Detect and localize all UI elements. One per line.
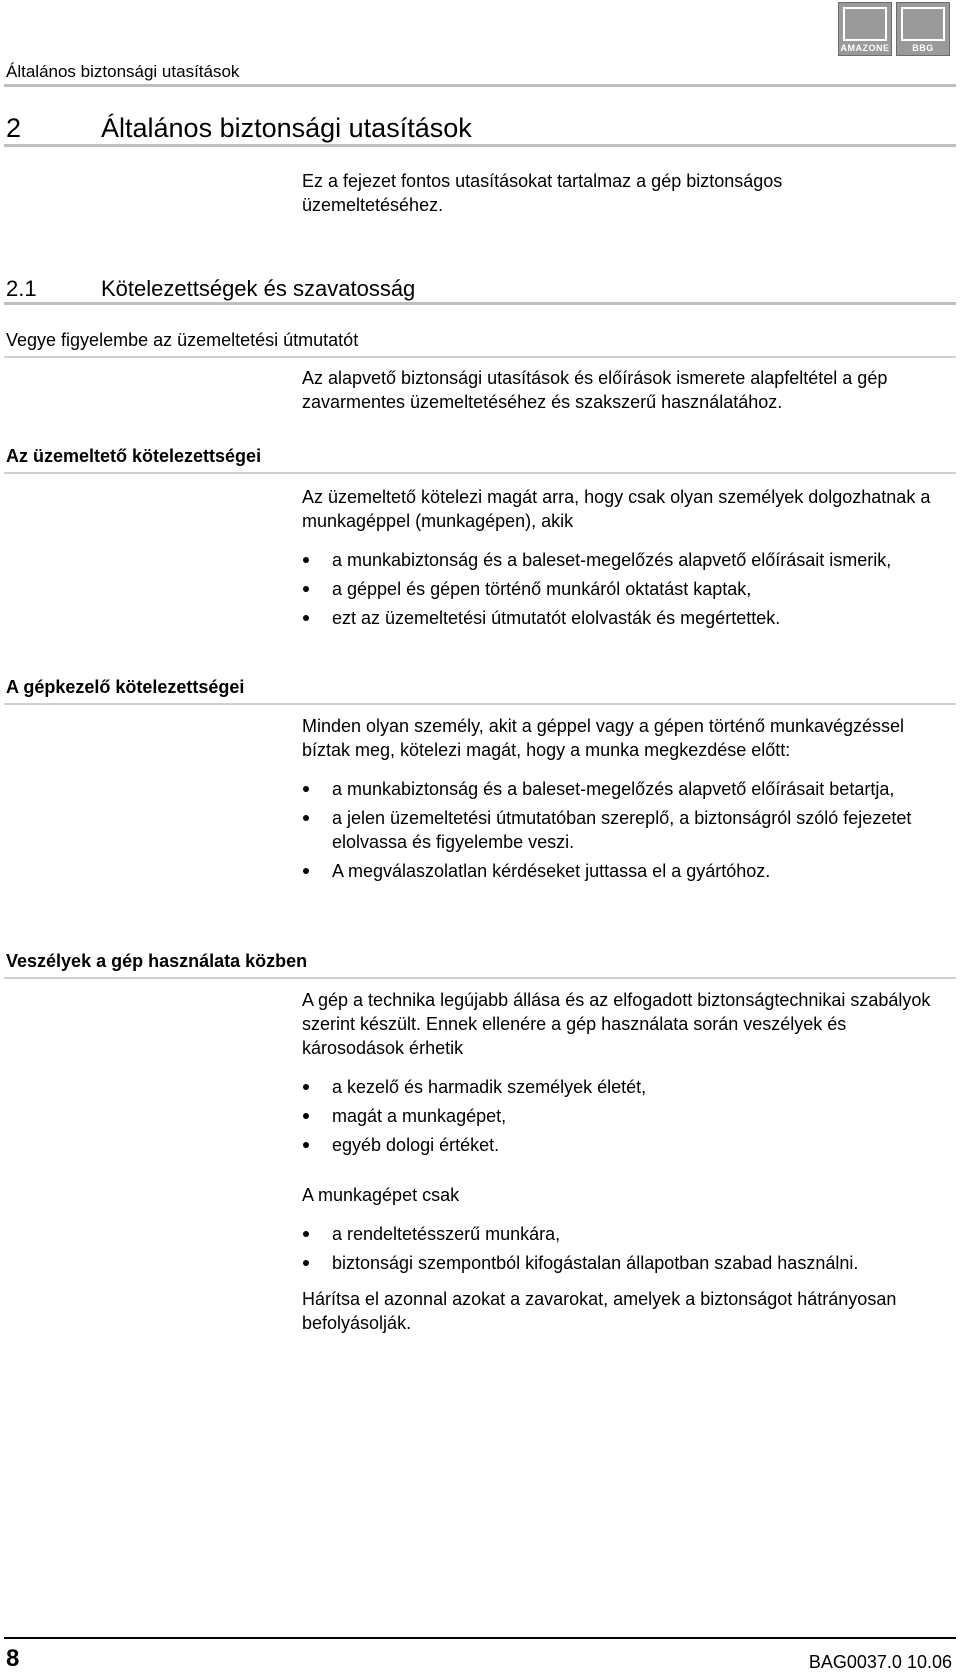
list-item: biztonsági szempontból kifogástalan állapotban szabad használni. [302,1251,942,1275]
bbg-logo-text: BBG [912,43,934,53]
list-item: a munkabiztonság és a baleset-megelőzés alapvető előírásait ismerik, [302,548,942,572]
machine-operator-heading: A gépkezelő kötelezettségei [6,677,245,697]
list-item: a munkabiztonság és a baleset-megelőzés alapvető előírásait betartja, [302,777,942,801]
list-item: egyéb dologi értéket. [302,1133,942,1157]
footer-divider [4,1637,956,1639]
hazards-block [302,988,942,1335]
section-heading [6,276,415,302]
manual-divider [4,356,956,358]
section-title: Kötelezettségek és szavatosság [101,276,416,301]
page-number: 8 [6,1645,20,1672]
manual-text: Az alapvető biztonsági utasítások és előírások ismerete alapfeltétel a gép zavarmentes üzemeltetéséhez és szakszerű használatához. [302,368,888,412]
list-item: A megválaszolatlan kérdéseket juttassa el a gyártóhoz. [302,859,942,883]
hazards-text: A gép a technika legújabb állása és az elfogadott biztonságtechnikai szabályok szerint készült. Ennek ellenére a gép használata során veszélyek és károsodások érhetik [302,990,931,1058]
document-id: BAG0037.0 10.06 [808,1652,952,1672]
amazone-logo [838,2,892,56]
operator-bullet-list [302,548,942,630]
amazone-logo-mark [843,7,887,41]
list-item: a géppel és gépen történő munkáról oktatást kaptak, [302,577,942,601]
machine-operator-bullet-list [302,777,942,883]
manual-heading: Vegye figyelembe az üzemeltetési útmutatót [6,330,359,350]
hazards-heading: Veszélyek a gép használata közben [6,951,308,971]
header-divider [4,84,956,87]
section-number: 2.1 [6,276,37,301]
section-divider [4,302,956,305]
bbg-logo-mark [901,7,945,41]
logo-group [838,2,950,56]
bbg-logo [896,2,950,56]
operator-block [302,485,942,635]
usage-intro: A munkagépet csak [302,1185,460,1205]
hazards-divider [4,977,956,979]
list-item: a kezelő és harmadik személyek életét, [302,1075,942,1099]
list-item: ezt az üzemeltetési útmutatót elolvasták és megértettek. [302,606,942,630]
chapter-intro: Ez a fejezet fontos utasításokat tartalmaz a gép biztonságos üzemeltetéséhez. [302,171,783,215]
list-item: a rendeltetésszerű munkára, [302,1222,942,1246]
chapter-title: Általános biztonsági utasítások [101,113,472,143]
chapter-number: 2 [6,113,22,143]
machine-operator-block [302,714,942,888]
operator-heading: Az üzemeltető kötelezettségei [6,446,262,466]
operator-text: Az üzemeltető kötelezi magát arra, hogy csak olyan személyek dolgozhatnak a munkagéppel (munkagépen), akik [302,487,931,531]
hazards-bullet-list [302,1075,942,1157]
chapter-divider [4,144,956,147]
amazone-logo-text: AMAZONE [840,43,890,53]
hazards-closing: Hárítsa el azonnal azokat a zavarokat, amelyek a biztonságot hátrányosan befolyásolják. [302,1289,897,1333]
list-item: magát a munkagépet, [302,1104,942,1128]
usage-bullet-list [302,1222,942,1275]
machine-operator-text: Minden olyan személy, akit a géppel vagy a gépen történő munkavégzéssel bíztak meg, kötelezi magát, hogy a munka megkezdése előtt: [302,716,905,760]
chapter-heading [6,113,472,144]
list-item: a jelen üzemeltetési útmutatóban szereplő, a biztonságról szóló fejezetet elolvassa és figyelembe veszi. [302,806,942,854]
machine-operator-divider [4,703,956,705]
running-header-title: Általános biztonsági utasítások [6,62,240,81]
operator-divider [4,472,956,474]
